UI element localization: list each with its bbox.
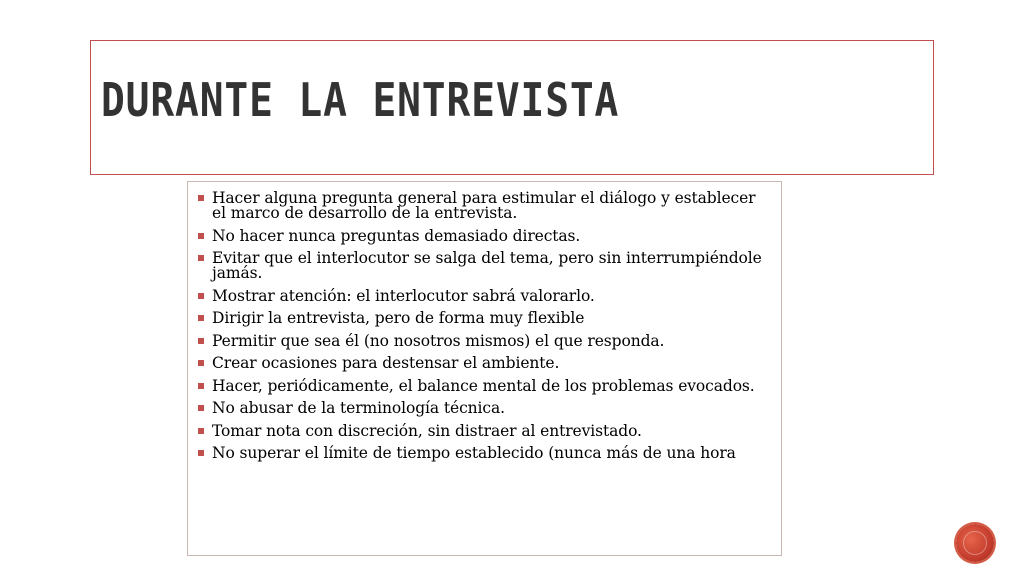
list-item bbox=[196, 421, 771, 440]
list-item bbox=[196, 191, 771, 221]
circle-logo-icon bbox=[956, 524, 994, 562]
list-item-text: Evitar que el interlocutor se salga del tema, pero sin interrumpiéndole jamás. bbox=[212, 249, 762, 282]
square-bullet-icon bbox=[198, 405, 204, 411]
list-item-text: Mostrar atención: el interlocutor sabrá valorarlo. bbox=[212, 286, 595, 305]
list-item bbox=[196, 311, 771, 326]
slide-title: DURANTE LA ENTREVISTA bbox=[101, 73, 620, 127]
square-bullet-icon bbox=[198, 195, 204, 201]
list-item-text: No hacer nunca preguntas demasiado directas. bbox=[212, 226, 581, 245]
list-item bbox=[196, 331, 771, 350]
list-item bbox=[196, 356, 771, 371]
square-bullet-icon bbox=[198, 315, 204, 321]
list-item-text: Crear ocasiones para destensar el ambiente. bbox=[212, 354, 560, 372]
list-item bbox=[196, 401, 771, 416]
square-bullet-icon bbox=[198, 360, 204, 366]
content-box bbox=[187, 181, 782, 556]
bullet-list bbox=[196, 191, 771, 461]
list-item bbox=[196, 446, 771, 461]
list-item bbox=[196, 226, 771, 245]
list-item-text: No superar el límite de tiempo establecido (nunca más de una hora bbox=[212, 444, 736, 462]
list-item-text: Tomar nota con discreción, sin distraer al entrevistado. bbox=[212, 421, 642, 440]
list-item-text: Hacer, periódicamente, el balance mental de los problemas evocados. bbox=[212, 376, 755, 395]
circle-logo-inner bbox=[963, 531, 987, 555]
square-bullet-icon bbox=[198, 293, 204, 299]
square-bullet-icon bbox=[198, 450, 204, 456]
square-bullet-icon bbox=[198, 428, 204, 434]
square-bullet-icon bbox=[198, 255, 204, 261]
list-item bbox=[196, 286, 771, 305]
square-bullet-icon bbox=[198, 383, 204, 389]
list-item-text: No abusar de la terminología técnica. bbox=[212, 399, 505, 417]
title-box bbox=[90, 40, 934, 175]
list-item bbox=[196, 376, 771, 395]
square-bullet-icon bbox=[198, 338, 204, 344]
list-item-text: Hacer alguna pregunta general para estimular el diálogo y establecer el marco de desarrollo de la entrevista. bbox=[212, 189, 756, 222]
square-bullet-icon bbox=[198, 233, 204, 239]
list-item-text: Dirigir la entrevista, pero de forma muy flexible bbox=[212, 309, 585, 327]
list-item bbox=[196, 251, 771, 281]
list-item-text: Permitir que sea él (no nosotros mismos) el que responda. bbox=[212, 331, 665, 350]
